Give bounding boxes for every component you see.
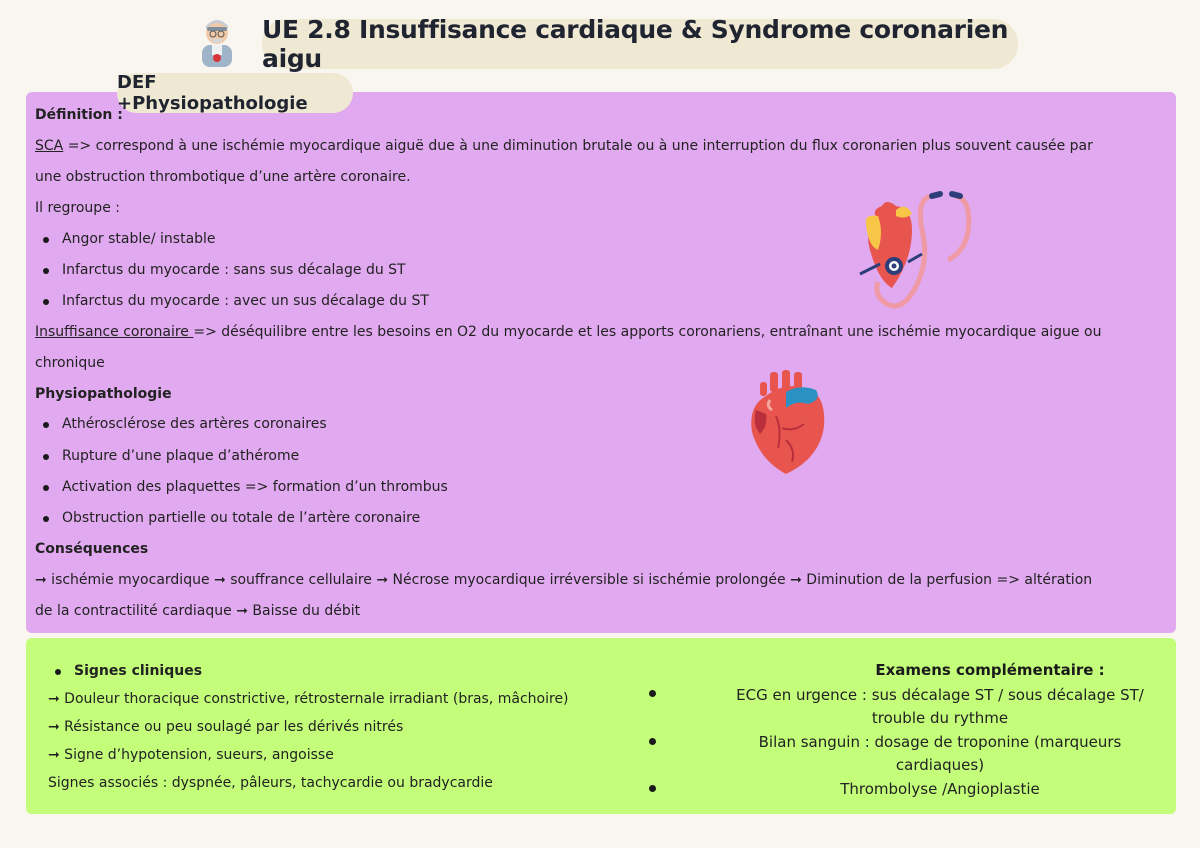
bullet-icon <box>43 299 49 305</box>
sca-definition <box>35 138 1093 154</box>
consequences-line: ➞ ischémie myocardique ➞ souffrance cellulaire ➞ Nécrose myocardique irréversible si ischémie prolongée ➞ Diminution de la perfusion => altération <box>35 572 1093 588</box>
ic-text-cont: chronique <box>35 355 105 371</box>
sca-term: SCA <box>35 138 64 154</box>
list-item: Activation des plaquettes => formation d’un thrombus <box>62 479 448 495</box>
bullet-icon <box>55 669 61 675</box>
regroupe-label: Il regroupe : <box>35 200 120 216</box>
stethoscope-heart-icon <box>856 190 980 316</box>
consequences-line: de la contractilité cardiaque ➞ Baisse du débit <box>35 603 361 619</box>
signe-item: ➞ Signe d’hypotension, sueurs, angoisse <box>48 747 334 763</box>
ic-text: => déséquilibre entre les besoins en O2 du myocarde et les apports coronariens, entraînant une ischémie myocardique aigue ou <box>193 324 1102 340</box>
signe-item: ➞ Résistance ou peu soulagé par les dérivés nitrés <box>48 719 404 735</box>
list-item: Rupture d’une plaque d’athérome <box>62 448 300 464</box>
signes-associes: Signes associés : dyspnée, pâleurs, tachycardie ou bradycardie <box>48 775 493 791</box>
exam-item-cont: trouble du rythme <box>871 709 1009 727</box>
anatomical-heart-icon <box>746 370 830 476</box>
exam-item: Thrombolyse /Angioplastie <box>840 780 1040 798</box>
bullet-icon <box>649 785 656 792</box>
doctor-icon <box>196 17 238 67</box>
list-item: Angor stable/ instable <box>62 231 216 247</box>
ic-definition <box>35 324 1101 340</box>
bullet-icon <box>43 454 49 460</box>
section-tab: DEF +Physiopathologie <box>117 73 353 113</box>
consequences-heading: Conséquences <box>35 541 149 557</box>
bullet-icon <box>649 738 656 745</box>
bullet-icon <box>43 422 49 428</box>
bullet-icon <box>649 690 656 697</box>
ic-term: Insuffisance coronaire <box>35 324 194 340</box>
physio-heading: Physiopathologie <box>35 386 172 402</box>
examens-heading: Examens complémentaire : <box>875 661 1105 679</box>
exam-item-cont: cardiaques) <box>895 756 985 774</box>
bullet-icon <box>43 268 49 274</box>
exam-item: Bilan sanguin : dosage de troponine (marqueurs <box>758 733 1122 751</box>
bullet-icon <box>43 237 49 243</box>
list-item: Obstruction partielle ou totale de l’artère coronaire <box>62 510 421 526</box>
list-item: Infarctus du myocarde : avec un sus décalage du ST <box>62 293 429 309</box>
signe-item: ➞ Douleur thoracique constrictive, rétrosternale irradiant (bras, mâchoire) <box>48 691 569 707</box>
bullet-icon <box>43 516 49 522</box>
list-item: Infarctus du myocarde : sans sus décalage du ST <box>62 262 406 278</box>
page-title: UE 2.8 Insuffisance cardiaque & Syndrome coronarien aigu <box>262 19 1018 69</box>
definition-heading: Définition : <box>35 107 123 123</box>
list-item: Athérosclérose des artères coronaires <box>62 416 327 432</box>
bullet-icon <box>43 485 49 491</box>
exam-item: ECG en urgence : sus décalage ST / sous décalage ST/ <box>736 686 1144 704</box>
signes-heading: Signes cliniques <box>74 663 203 679</box>
sca-text-cont: une obstruction thrombotique d’une artère coronaire. <box>35 169 411 185</box>
sca-text: => correspond à une ischémie myocardique aiguë due à une diminution brutale ou à une interruption du flux coronarien plus souvent causée par <box>63 138 1093 154</box>
